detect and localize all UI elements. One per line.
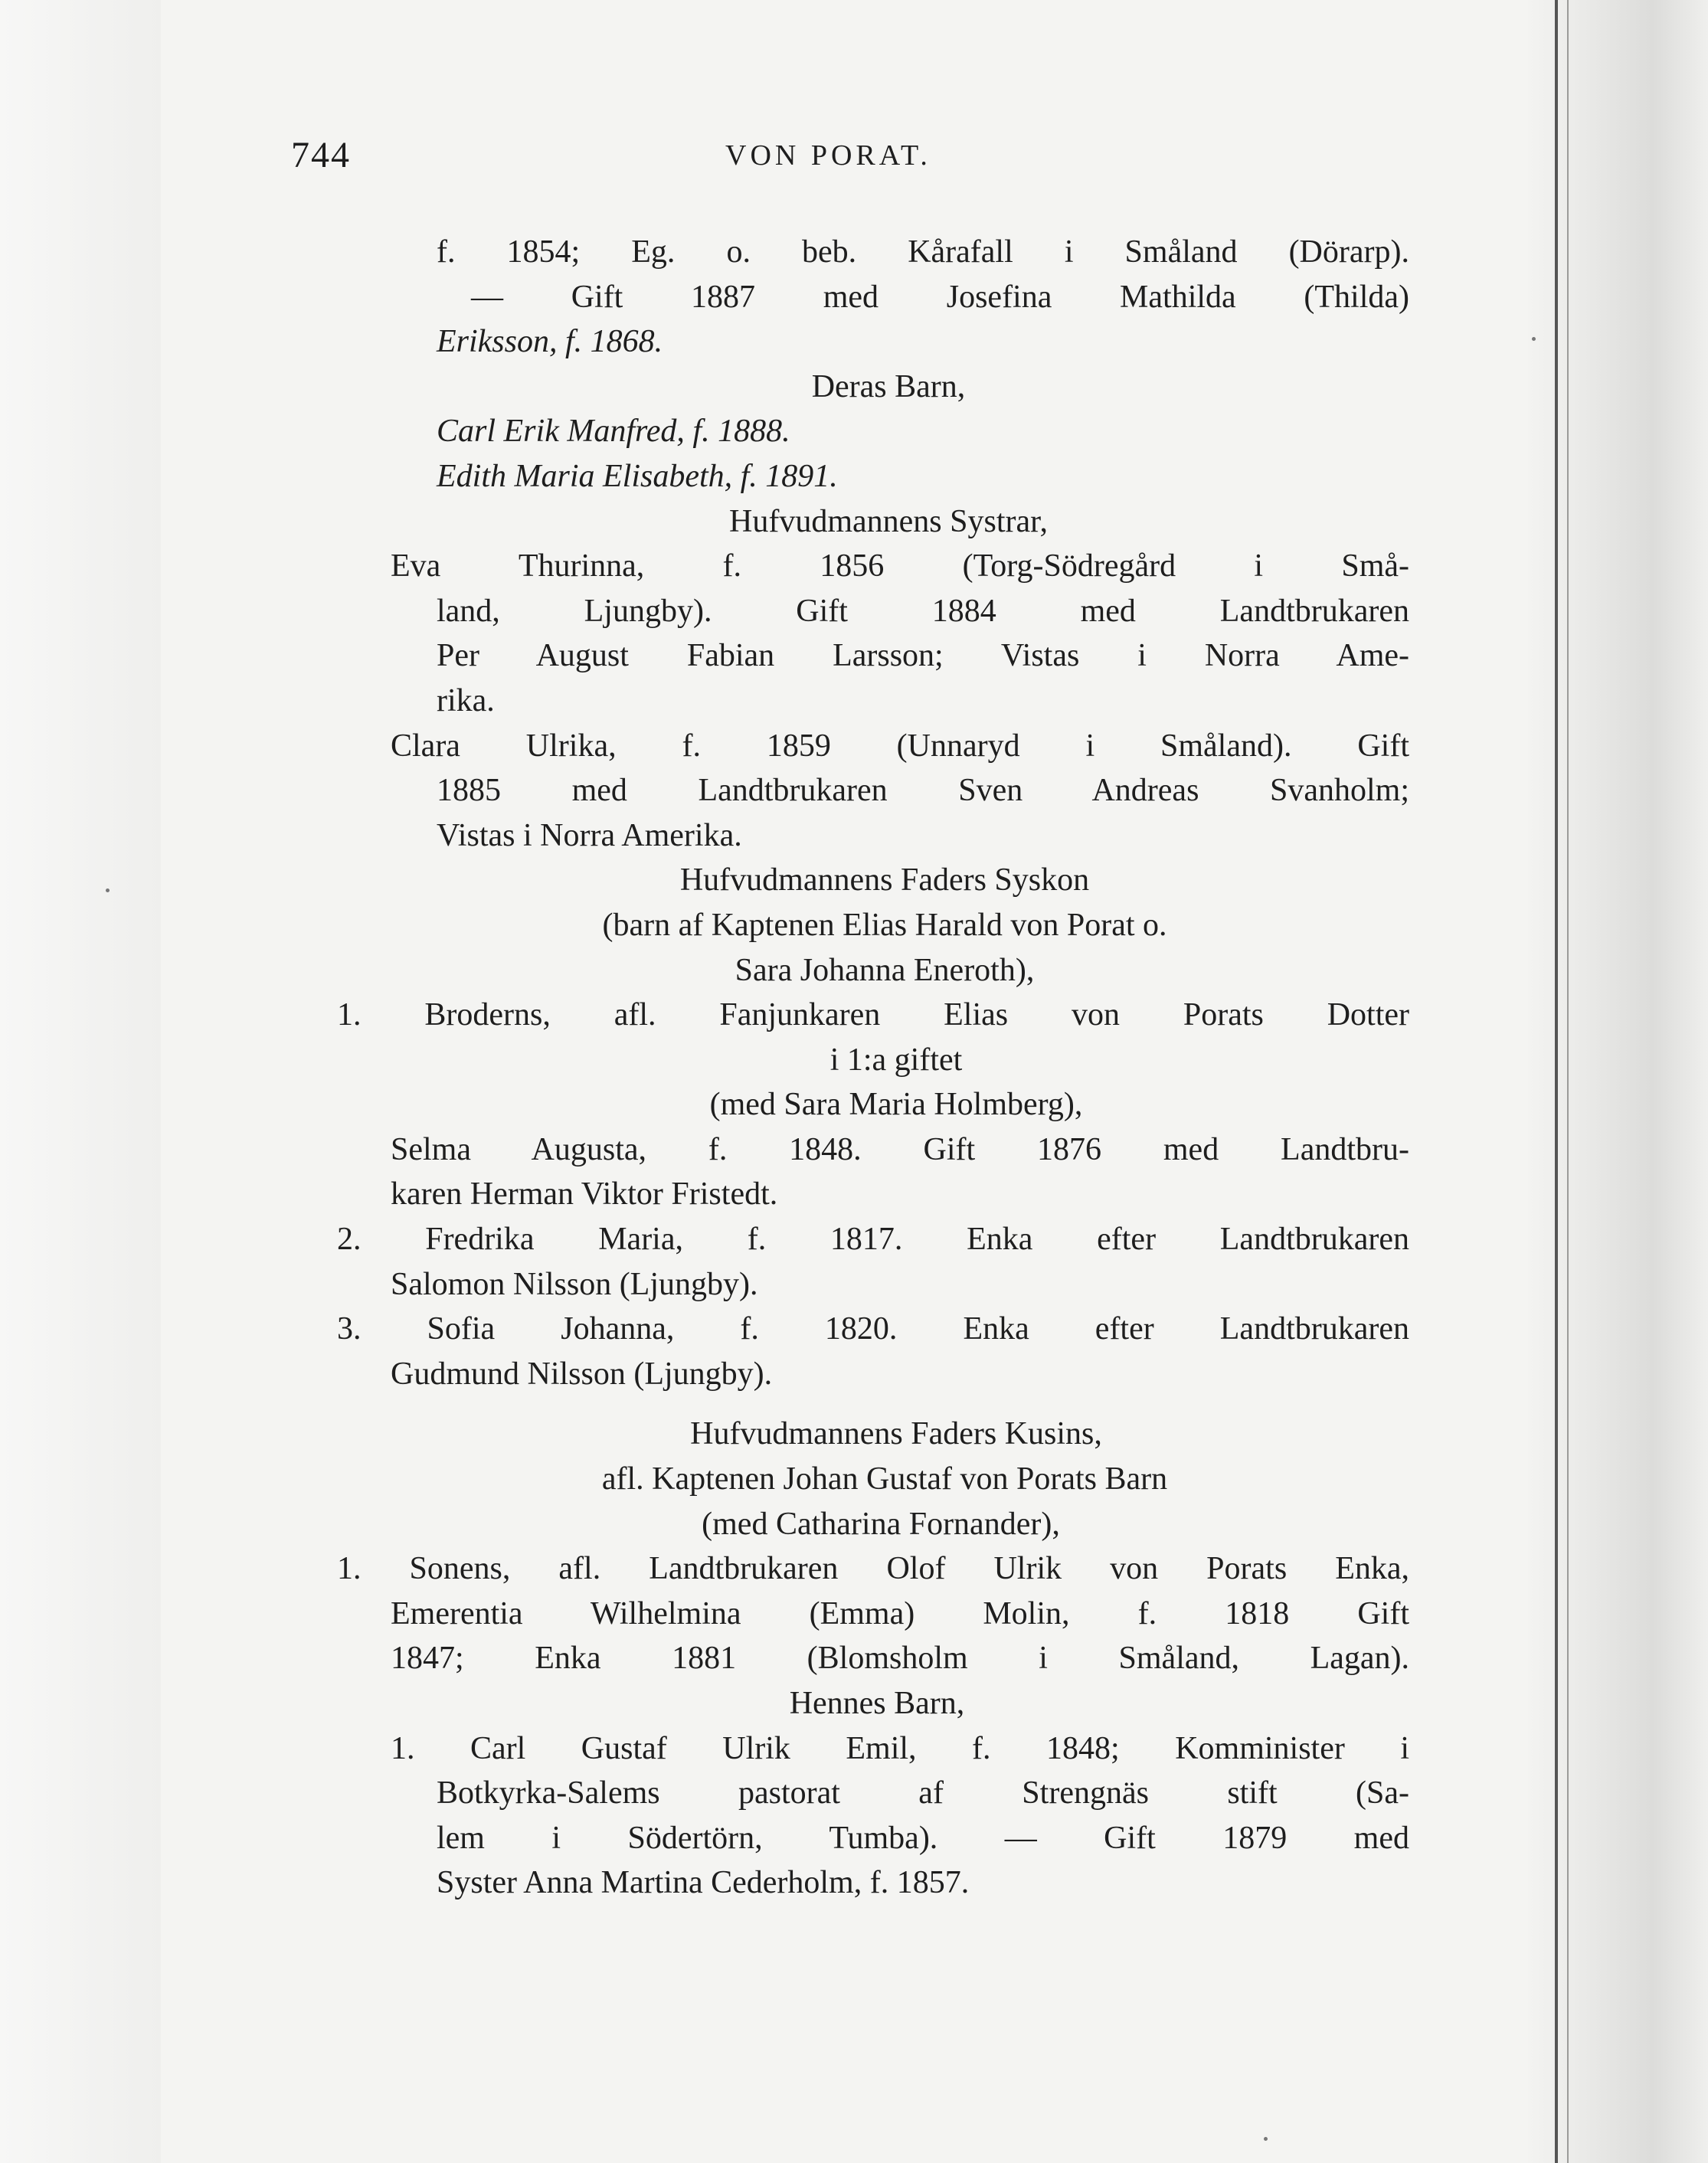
text-line: karen Herman Viktor Fristedt. [391, 1176, 778, 1212]
text-line: 2. Fredrika Maria, f. 1817. Enka efter Landtbrukaren [337, 1222, 1409, 1258]
text-line: 1847; Enka 1881 (Blomsholm i Småland, Lagan). [391, 1641, 1409, 1677]
text-line: (med Sara Maria Holmberg), [709, 1087, 1083, 1123]
text-line: 1. Carl Gustaf Ulrik Emil, f. 1848; Komminister i [391, 1730, 1409, 1766]
text-line: 3. Sofia Johanna, f. 1820. Enka efter Landtbrukaren [337, 1311, 1409, 1347]
section-heading: (barn af Kaptenen Elias Harald von Porat o. [602, 907, 1167, 943]
text-line: Gudmund Nilsson (Ljungby). [391, 1356, 773, 1392]
scan-speck [1264, 2137, 1268, 2141]
text-line: Carl Erik Manfred, f. 1888. [437, 414, 790, 450]
text-line: Syster Anna Martina Cederholm, f. 1857. [437, 1865, 970, 1901]
running-title: VON PORAT. [725, 139, 931, 172]
text-line: Per August Fabian Larsson; Vistas i Norra Ame- [437, 638, 1409, 674]
scan-speck [1532, 337, 1536, 341]
scan-speck [106, 888, 110, 892]
section-heading: Hufvudmannens Faders Kusins, [690, 1416, 1102, 1452]
text-line: Emerentia Wilhelmina (Emma) Molin, f. 1818 Gift [391, 1595, 1409, 1631]
text-line: 1. Sonens, afl. Landtbrukaren Olof Ulrik von Porats Enka, [337, 1551, 1409, 1587]
page-number: 744 [291, 135, 351, 175]
section-heading: Hennes Barn, [789, 1686, 965, 1721]
text-line: Clara Ulrika, f. 1859 (Unnaryd i Småland). Gift [391, 728, 1409, 764]
text-line: land, Ljungby). Gift 1884 med Landtbrukaren [437, 593, 1409, 629]
text-line: Salomon Nilsson (Ljungby). [391, 1266, 758, 1302]
section-heading: Hufvudmannens Systrar, [729, 503, 1048, 539]
page-header [291, 134, 1455, 180]
section-heading: Hufvudmannens Faders Syskon [679, 862, 1090, 898]
section-heading: Deras Barn, [811, 368, 966, 404]
scan-margin-left [0, 0, 161, 2163]
text-line: Selma Augusta, f. 1848. Gift 1876 med Landtbru- [391, 1131, 1409, 1167]
section-heading: afl. Kaptenen Johan Gustaf von Porats Barn [601, 1461, 1168, 1497]
text-line: 1885 med Landtbrukaren Sven Andreas Svanholm; [437, 773, 1409, 809]
text-line: Eriksson, f. 1868. [437, 324, 663, 360]
text-line: Botkyrka-Salems pastorat af Strengnäs stift (Sa- [437, 1775, 1409, 1811]
text-line: lem i Södertörn, Tumba). — Gift 1879 med [437, 1820, 1409, 1856]
text-line: Edith Maria Elisabeth, f. 1891. [437, 458, 838, 494]
page-body [337, 230, 1409, 1906]
scan-margin-right [1524, 0, 1708, 2163]
binding-edge-secondary [1567, 0, 1569, 2163]
binding-edge [1555, 0, 1558, 2163]
text-line: 1. Broderns, afl. Fanjunkaren Elias von Porats Dotter [337, 997, 1409, 1033]
section-heading: Sara Johanna Eneroth), [735, 952, 1035, 988]
text-line: Eva Thurinna, f. 1856 (Torg-Södregård i Små- [391, 548, 1409, 584]
text-line: — Gift 1887 med Josefina Mathilda (Thilda) [471, 279, 1409, 315]
text-line: rika. [437, 682, 495, 718]
text-line: Vistas i Norra Amerika. [437, 817, 742, 853]
text-line: i 1:a giftet [829, 1042, 963, 1078]
section-heading: (med Catharina Fornander), [702, 1506, 1060, 1542]
text-line: f. 1854; Eg. o. beb. Kårafall i Småland (Dörarp). [437, 234, 1409, 270]
